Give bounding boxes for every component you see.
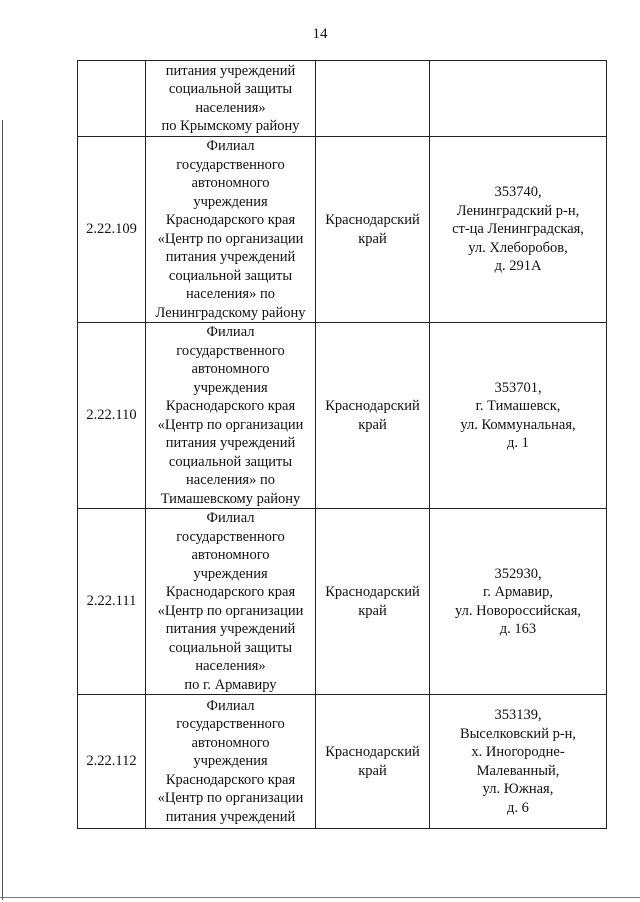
row-number-cell: 2.22.110 (78, 323, 146, 509)
table-row (78, 137, 607, 323)
row-number-cell: 2.22.109 (78, 137, 146, 323)
registry-table (77, 60, 607, 829)
address-cell (430, 61, 607, 137)
organization-name-cell: Филиал государственного автономного учреждения Краснодарского края «Центр по организации питания учреждений социальной защиты населения» по г. Армавиру (146, 509, 316, 695)
region-cell: Краснодарский край (316, 509, 430, 695)
address-cell: 353701, г. Тимашевск, ул. Коммунальная, д. 1 (430, 323, 607, 509)
region-cell: Краснодарский край (316, 695, 430, 829)
address-cell: 353740, Ленинградский р-н, ст-ца Ленинградская, ул. Хлеборобов, д. 291А (430, 137, 607, 323)
address-cell: 353139, Выселковский р-н, х. Иногородне- Малеванный, ул. Южная, д. 6 (430, 695, 607, 829)
scan-edge-line (0, 897, 640, 898)
region-cell: Краснодарский край (316, 137, 430, 323)
row-number-cell (78, 61, 146, 137)
region-cell (316, 61, 430, 137)
organization-name-cell: Филиал государственного автономного учреждения Краснодарского края «Центр по организации питания учреждений социальной защиты населения» по Ленинградскому району (146, 137, 316, 323)
page-number: 14 (312, 26, 328, 42)
table-row (78, 61, 607, 137)
region-cell: Краснодарский край (316, 323, 430, 509)
organization-name-cell: питания учреждений социальной защиты населения» по Крымскому району (146, 61, 316, 137)
row-number-cell: 2.22.112 (78, 695, 146, 829)
table-row (78, 695, 607, 829)
organization-name-cell: Филиал государственного автономного учреждения Краснодарского края «Центр по организации питания учреждений социальной защиты населения» по Тимашевскому району (146, 323, 316, 509)
scan-edge-line (2, 120, 3, 900)
table-row (78, 323, 607, 509)
address-cell: 352930, г. Армавир, ул. Новороссийская, д. 163 (430, 509, 607, 695)
table-row (78, 509, 607, 695)
organization-name-cell: Филиал государственного автономного учреждения Краснодарского края «Центр по организации питания учреждений (146, 695, 316, 829)
row-number-cell: 2.22.111 (78, 509, 146, 695)
